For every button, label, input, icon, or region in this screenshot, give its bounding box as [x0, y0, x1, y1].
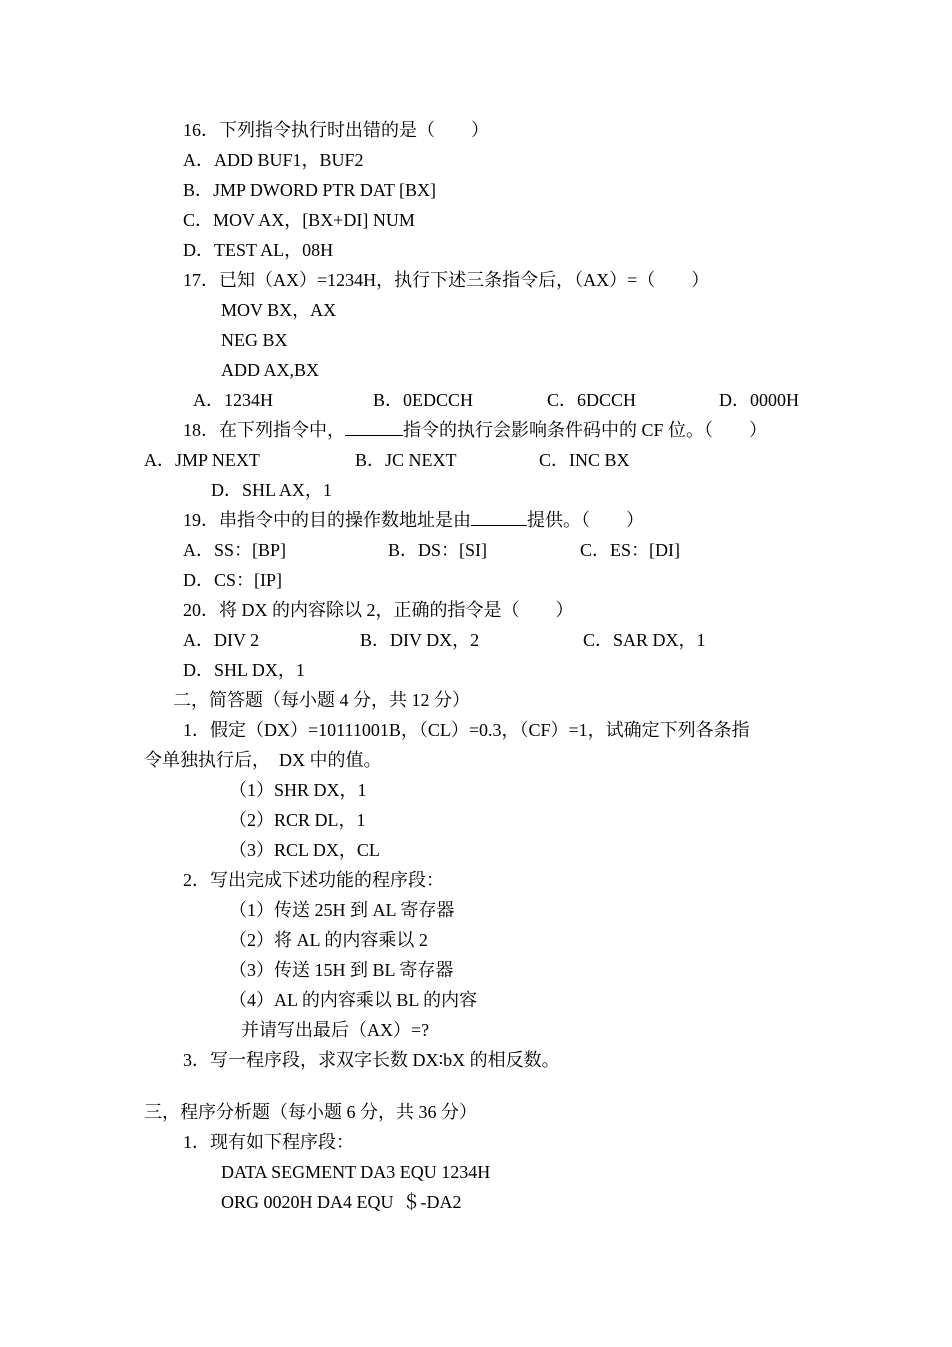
q17-option-b: B．0EDCCH [373, 390, 474, 410]
q19-stem-prefix: 19．串指令中的目的操作数地址是由 [183, 510, 471, 530]
q18-option-d: D．SHL AX，1 [211, 480, 332, 500]
q20-option-c: C．SAR DX，1 [583, 630, 706, 650]
q17-code-line: NEG BX [221, 330, 288, 350]
q16-option-d: D．TEST AL，08H [183, 240, 334, 260]
q17-code-line: ADD AX,BX [221, 360, 320, 380]
section3-code-line: ORG 0020H DA4 EQU ＄-DA2 [221, 1192, 462, 1212]
section2-q1-item: （2）RCR DL，1 [229, 810, 366, 830]
section2-q2-stem: 2．写出完成下述功能的程序段： [183, 870, 444, 890]
section3-q1-stem: 1．现有如下程序段： [183, 1132, 354, 1152]
q16-option-c: C．MOV AX，[BX+DI] NUM [183, 210, 415, 230]
q17-option-d: D．0000H [719, 390, 799, 410]
q19-option-c: C．ES：[DI] [580, 540, 680, 560]
q19-option-a: A．SS：[BP] [183, 540, 287, 560]
q20-option-a: A．DIV 2 [183, 630, 260, 650]
q18-stem [183, 419, 767, 441]
q17-code-line: MOV BX，AX [221, 300, 337, 320]
q19-option-b: B．DS：[SI] [388, 540, 488, 560]
section2-q1-line1: 1．假定（DX）=10111001B，（CL）=0.3，（CF）=1，试确定下列各条指 [183, 720, 750, 740]
q18-option-b: B．JC NEXT [355, 450, 457, 470]
q18-stem-prefix: 18．在下列指令中， [183, 420, 345, 440]
q18-answer-blank [345, 419, 403, 436]
q16-stem: 16．下列指令执行时出错的是（ ） [183, 120, 489, 140]
q18-option-a: A．JMP NEXT [144, 450, 260, 470]
q16-option-a: A．ADD BUF1，BUF2 [183, 150, 364, 170]
section2-q1-line2: 令单独执行后， DX 中的值。 [144, 750, 382, 770]
q19-answer-blank [471, 509, 527, 526]
section2-q2-item: （3）传送 15H 到 BL 寄存器 [229, 960, 454, 980]
section2-q1-item: （3）RCL DX，CL [229, 840, 380, 860]
q17-option-a: A．1234H [193, 390, 273, 410]
section3-heading: 三，程序分析题（每小题 6 分，共 36 分） [144, 1102, 477, 1122]
q20-option-d: D．SHL DX，1 [183, 660, 305, 680]
q16-option-b: B．JMP DWORD PTR DAT [BX] [183, 180, 437, 200]
q18-option-c: C．INC BX [539, 450, 630, 470]
q19-stem-suffix: 提供。（ ） [527, 510, 644, 530]
q17-stem: 17．已知（AX）=1234H，执行下述三条指令后，（AX）=（ ） [183, 270, 710, 290]
section2-heading: 二，简答题（每小题 4 分，共 12 分） [173, 690, 470, 710]
q20-stem: 20．将 DX 的内容除以 2，正确的指令是（ ） [183, 600, 574, 620]
section2-q1-item: （1）SHR DX，1 [229, 780, 367, 800]
section2-q2-tail: 并请写出最后（AX）=? [241, 1020, 430, 1040]
section2-q2-item: （2）将 AL 的内容乘以 2 [229, 930, 428, 950]
section3-code-line: DATA SEGMENT DA3 EQU 1234H [221, 1162, 491, 1182]
q20-option-b: B．DIV DX，2 [360, 630, 480, 650]
q18-stem-suffix: 指令的执行会影响条件码中的 CF 位。（ ） [403, 420, 768, 440]
section2-q2-item: （4）AL 的内容乘以 BL 的内容 [229, 990, 478, 1010]
section2-q2-item: （1）传送 25H 到 AL 寄存器 [229, 900, 455, 920]
section2-q3-stem: 3．写一程序段，求双字长数 DX∶bX 的相反数。 [183, 1050, 560, 1070]
q17-option-c: C．6DCCH [547, 390, 637, 410]
q19-stem [183, 509, 644, 531]
q19-option-d: D．CS：[IP] [183, 570, 283, 590]
